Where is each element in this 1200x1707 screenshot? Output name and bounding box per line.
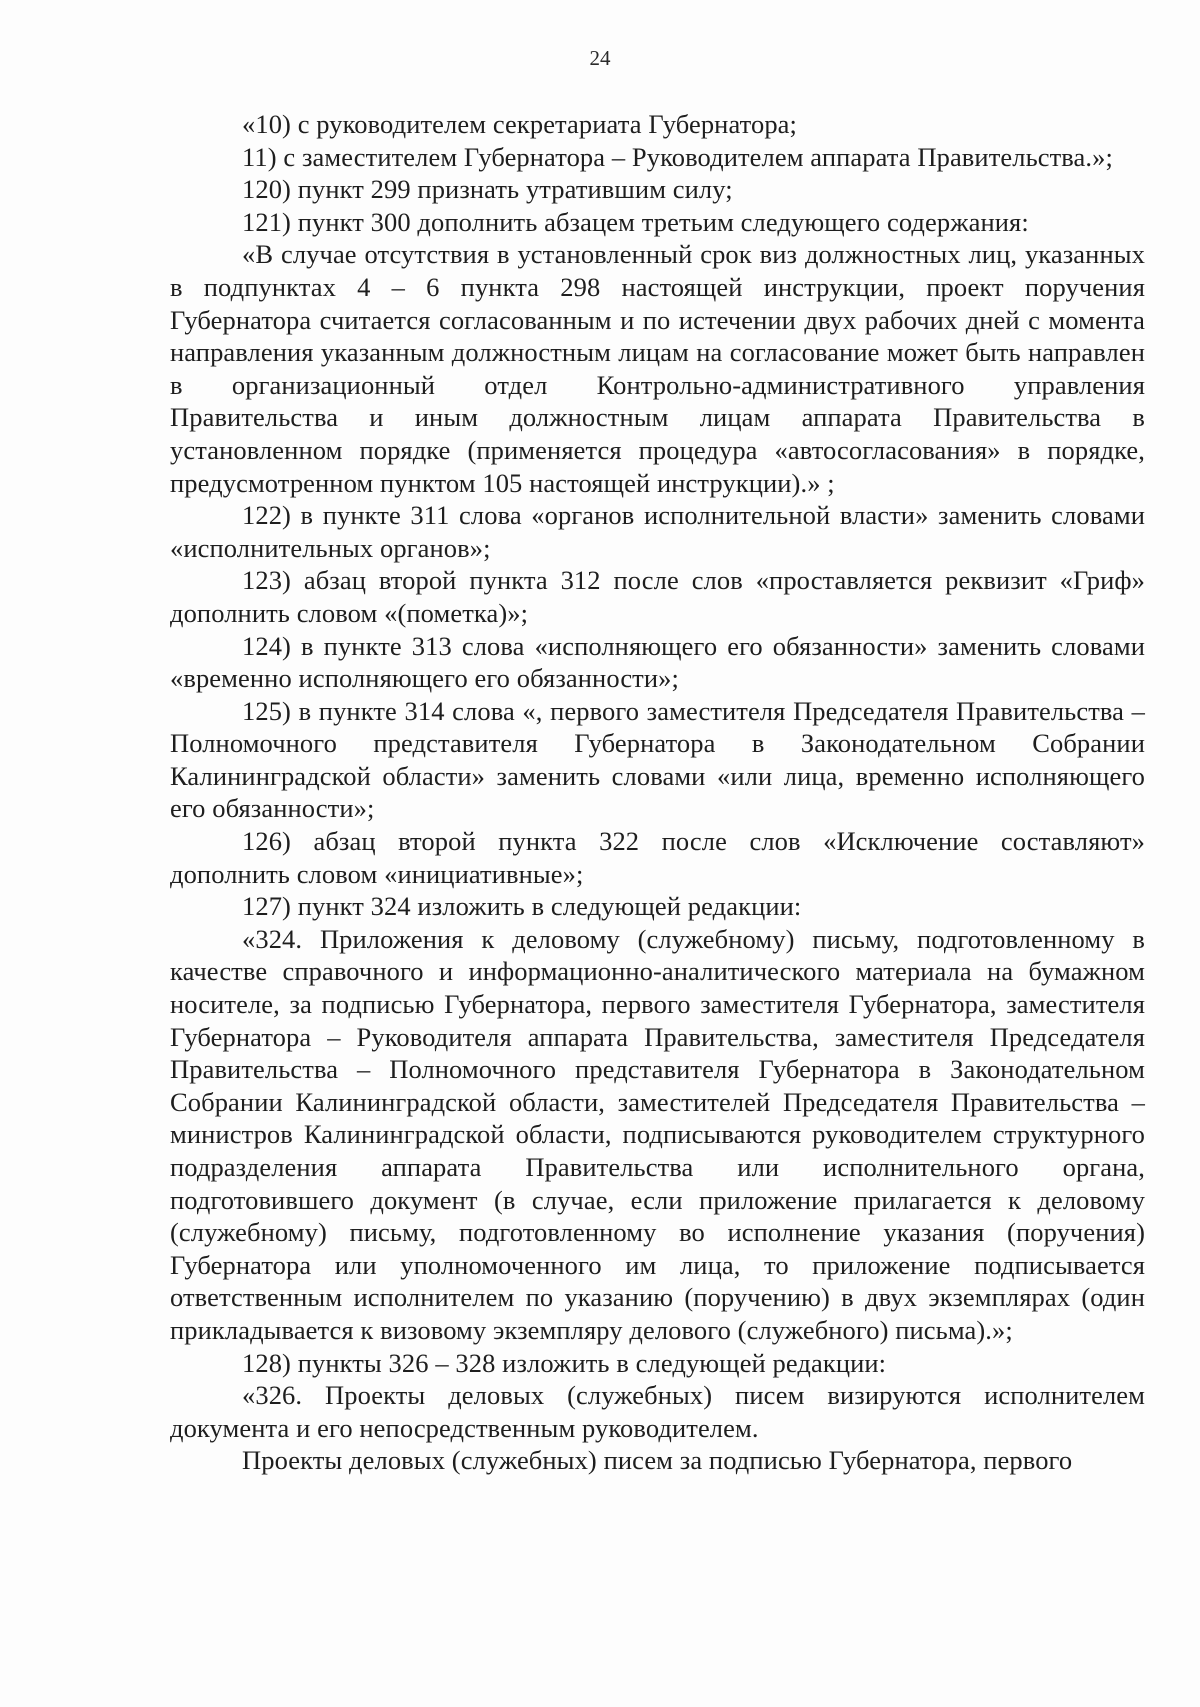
- paragraph: 124) в пункте 313 слова «исполняющего его обязанности» заменить словами «временно исполняющего его обязанности»;: [170, 630, 1145, 694]
- paragraph: 120) пункт 299 признать утратившим силу;: [242, 174, 733, 205]
- paragraph: 125) в пункте 314 слова «, первого заместителя Председателя Правительства – Полномочного представителя Губернатора в Законодательном Собрании Калининградской области» заменить словами «или лица, временно исполняющего его обязанности»;: [170, 695, 1145, 824]
- paragraph: «В случае отсутствия в установленный срок виз должностных лиц, указанных в подпунктах 4 – 6 пункта 298 настоящей инструкции, проект поручения Губернатора считается согласованным и по истечении двух рабочих дней с момента направления указанным должностным лицам на согласование может быть направлен в организационный отдел Контрольно-административного управления Правительства и иным должностным лицам аппарата Правительства в установленном порядке (применяется процедура «автосогласования» в порядке, предусмотренном пунктом 105 настоящей инструкции).» ;: [170, 239, 1145, 498]
- paragraph: 11) с заместителем Губернатора – Руководителем аппарата Правительства.»;: [242, 141, 1113, 172]
- paragraph: 128) пункты 326 – 328 изложить в следующей редакции:: [242, 1347, 887, 1378]
- paragraph: Проекты деловых (служебных) писем за подписью Губернатора, первого: [242, 1445, 1073, 1476]
- page-number: 24: [589, 46, 611, 70]
- paragraph: 121) пункт 300 дополнить абзацем третьим следующего содержания:: [242, 206, 1029, 237]
- paragraph: 123) абзац второй пункта 312 после слов «проставляется реквизит «Гриф» дополнить словом «(пометка)»;: [170, 565, 1145, 628]
- paragraph: «10) с руководителем секретариата Губернатора;: [242, 109, 797, 139]
- paragraph: 122) в пункте 311 слова «органов исполнительной власти» заменить словами «исполнительных органов»;: [170, 500, 1145, 563]
- document-body: [170, 108, 1145, 1477]
- paragraph: 126) абзац второй пункта 322 после слов «Исключение составляют» дополнить словом «инициативные»;: [170, 826, 1145, 889]
- paragraph: 127) пункт 324 изложить в следующей редакции:: [242, 891, 802, 922]
- paragraph: «326. Проекты деловых (служебных) писем визируются исполнителем документа и его непосредственным руководителем.: [170, 1380, 1145, 1443]
- paragraph: «324. Приложения к деловому (служебному) письму, подготовленному в качестве справочного и информационно-аналитического материала на бумажном носителе, за подписью Губернатора, первого заместителя Губернатора, заместителя Губернатора – Руководителя аппарата Правительства, заместителя Председателя Правительства – Полномочного представителя Губернатора в Законодательном Собрании Калининградской области, заместителей Председателя Правительства – министров Калининградской области, подписываются руководителем структурного подразделения аппарата Правительства или исполнительного органа, подготовившего документ (в случае, если приложение прилагается к деловому (служебному) письму, подготовленному во исполнение указания (поручения) Губернатора или уполномоченного им лица, то приложение подписывается ответственным исполнителем по указанию (поручению) в двух экземплярах (один прикладывается к визовому экземпляру делового (служебного) письма).»;: [170, 923, 1145, 1345]
